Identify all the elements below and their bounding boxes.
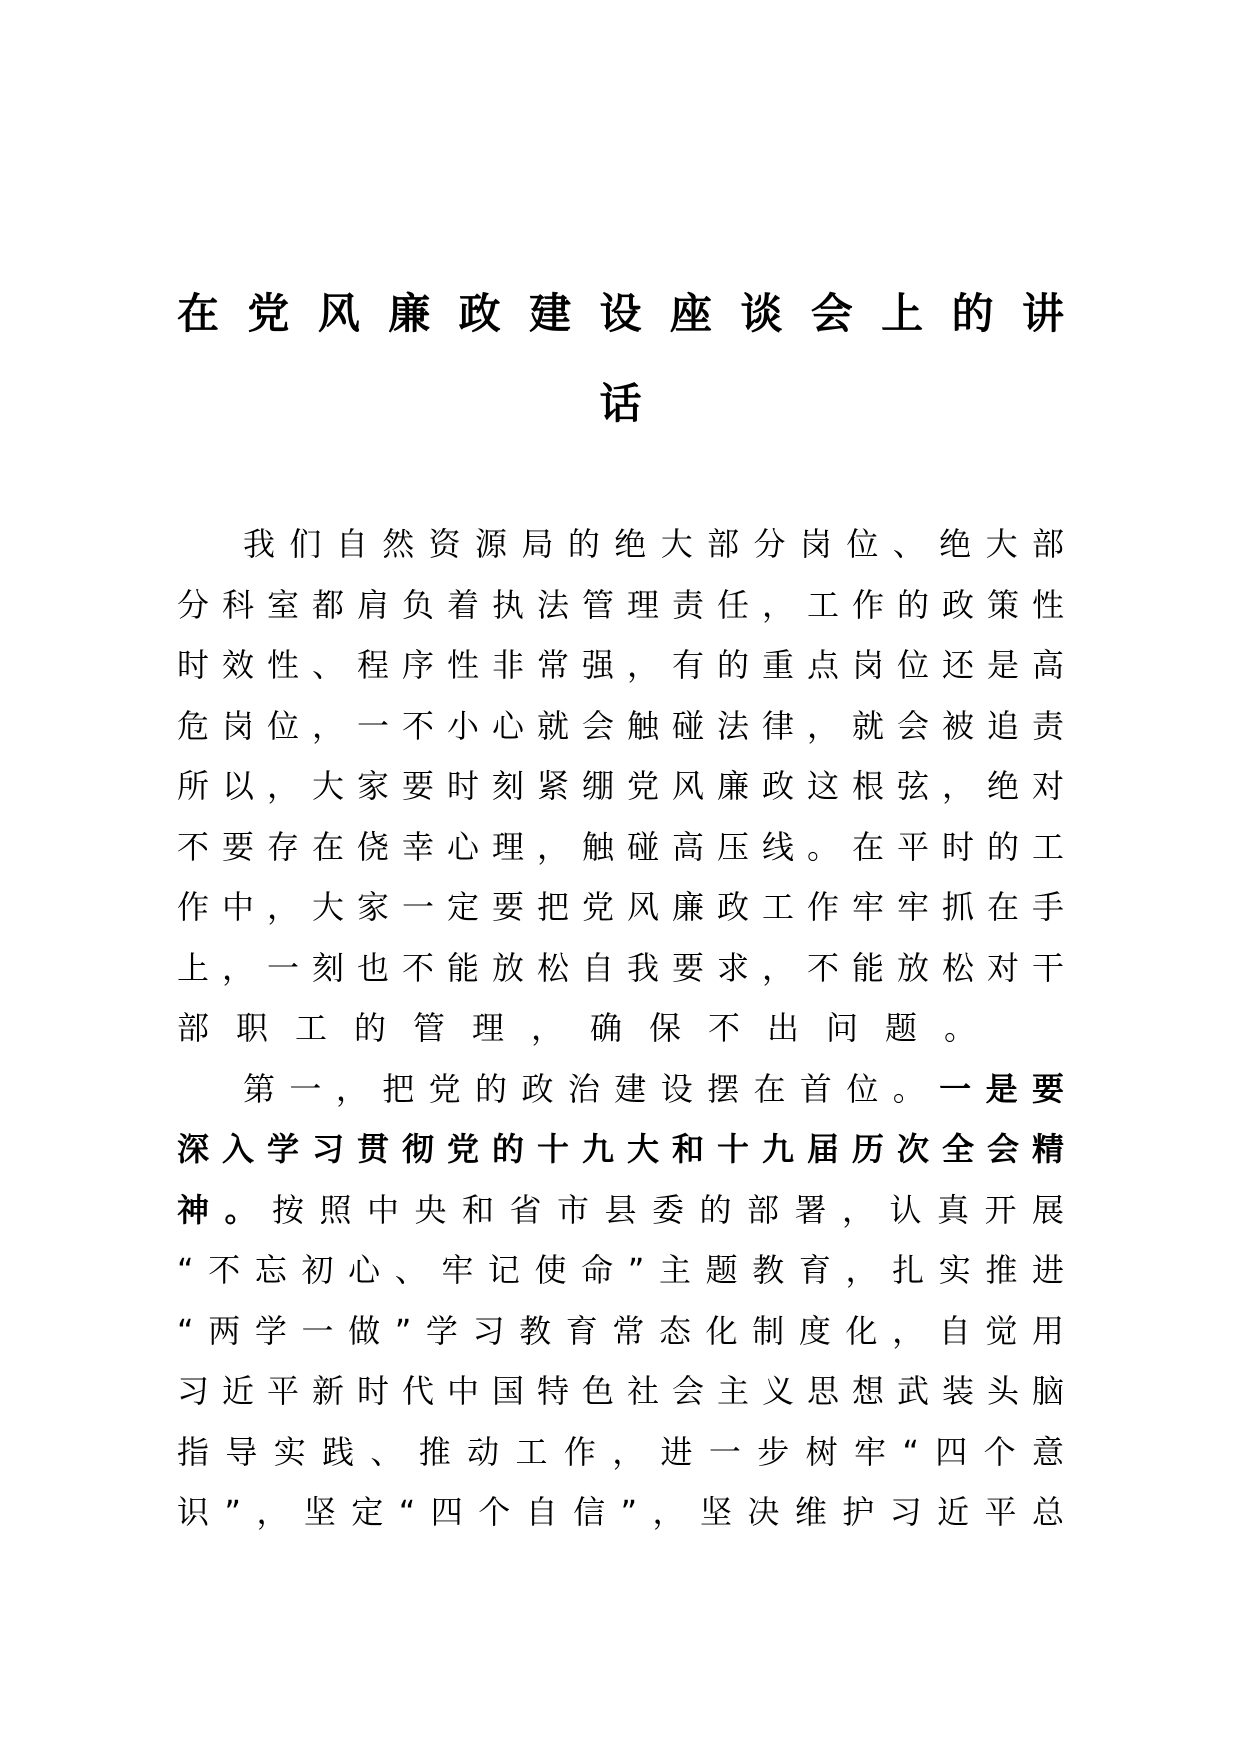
document-title-line-1: 在党风廉政建设座谈会上的讲 <box>177 289 1064 338</box>
text-segment: 第一，把党的政治建设摆在首位。 <box>243 1069 940 1108</box>
text-line <box>177 938 1064 999</box>
text-line <box>177 1482 1064 1543</box>
text-segment: 按照中央和省市县委的部署，认真开展 <box>272 1190 1064 1229</box>
text-segment: 作中，大家一定要把党风廉政工作牢牢抓在手 <box>177 888 1064 926</box>
text-line <box>177 1301 1064 1362</box>
bold-text-segment: 一是要 <box>939 1069 1064 1108</box>
text-line <box>177 696 1064 757</box>
bold-text-segment: 神。 <box>177 1190 272 1229</box>
text-segment: 所以，大家要时刻紧绷党风廉政这根弦，绝对 <box>177 767 1064 805</box>
text-segment: 习近平新时代中国特色社会主义思想武装头脑 <box>177 1372 1064 1410</box>
document-body <box>177 514 1064 1543</box>
text-line <box>177 514 1064 575</box>
text-line <box>177 1361 1064 1422</box>
text-segment: “不忘初心、牢记使命”主题教育，扎实推进 <box>177 1251 1064 1289</box>
text-line <box>177 1119 1064 1180</box>
text-line <box>177 1059 1064 1120</box>
text-line <box>177 998 1064 1059</box>
text-segment: 部职工的管理，确保不出问题。 <box>177 1009 1004 1047</box>
text-line <box>177 1422 1064 1483</box>
text-line <box>177 817 1064 878</box>
text-segment: 上，一刻也不能放松自我要求，不能放松对干 <box>177 948 1064 987</box>
text-line <box>177 756 1064 817</box>
text-segment: “两学一做”学习教育常态化制度化，自觉用 <box>177 1311 1064 1350</box>
text-line <box>177 1240 1064 1301</box>
text-segment: 指导实践、推动工作，进一步树牢“四个意 <box>177 1432 1064 1471</box>
text-segment: 危岗位，一不小心就会触碰法律，就会被追责 <box>177 706 1064 745</box>
text-line <box>177 575 1064 636</box>
text-line <box>177 877 1064 938</box>
text-segment: 分科室都肩负着执法管理责任，工作的政策性 <box>177 585 1064 624</box>
text-segment: 我们自然资源局的绝大部分岗位、绝大部 <box>243 525 1064 563</box>
text-segment: 识”，坚定“四个自信”，坚决维护习近平总 <box>177 1493 1064 1531</box>
text-line <box>177 1180 1064 1241</box>
text-line <box>177 635 1064 696</box>
text-segment: 不要存在侥幸心理，触碰高压线。在平时的工 <box>177 827 1064 866</box>
text-segment: 时效性、程序性非常强，有的重点岗位还是高 <box>177 646 1064 684</box>
bold-text-segment: 深入学习贯彻党的十九大和十九届历次全会精 <box>177 1130 1064 1168</box>
document-title-line-2: 话 <box>599 379 642 428</box>
